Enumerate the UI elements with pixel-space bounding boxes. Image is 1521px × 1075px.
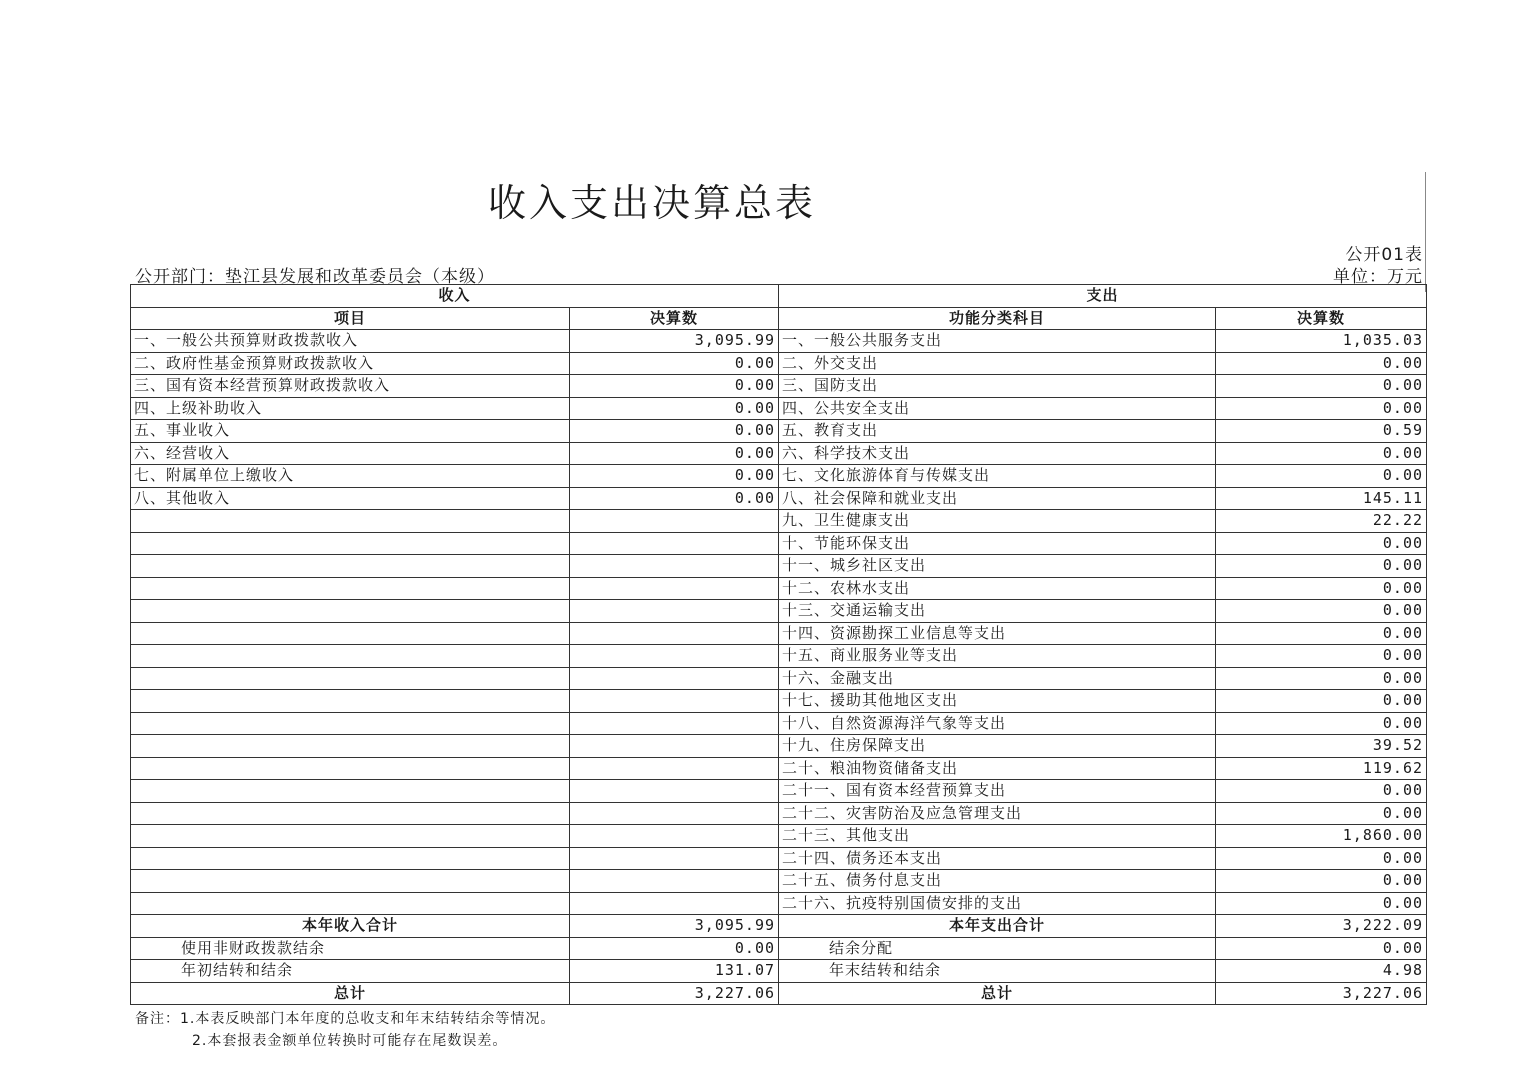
expense-amount: 0.00 (1216, 532, 1427, 555)
end-label: 年末结转和结余 (779, 960, 1216, 983)
expense-total: 3,222.09 (1216, 915, 1427, 938)
income-item (131, 825, 570, 848)
table-row (131, 667, 1427, 690)
income-item (131, 802, 570, 825)
expense-item: 七、文化旅游体育与传媒支出 (779, 465, 1216, 488)
expense-item: 一、一般公共服务支出 (779, 330, 1216, 353)
table-row (131, 757, 1427, 780)
header-row-2 (131, 307, 1427, 330)
end-value: 4.98 (1216, 960, 1427, 983)
income-amount (570, 510, 779, 533)
expense-item: 二十二、灾害防治及应急管理支出 (779, 802, 1216, 825)
surplus-dist-value: 0.00 (1216, 937, 1427, 960)
nonfiscal-value: 0.00 (570, 937, 779, 960)
begin-label: 年初结转和结余 (131, 960, 570, 983)
expense-item: 四、公共安全支出 (779, 397, 1216, 420)
grand-total-left: 3,227.06 (570, 982, 779, 1005)
income-amount: 0.00 (570, 375, 779, 398)
expense-amount: 0.00 (1216, 577, 1427, 600)
expense-item: 十八、自然资源海洋气象等支出 (779, 712, 1216, 735)
nonfiscal-label: 使用非财政拨款结余 (131, 937, 570, 960)
income-item: 二、政府性基金预算财政拨款收入 (131, 352, 570, 375)
income-header: 收入 (131, 285, 779, 308)
grand-total-right: 3,227.06 (1216, 982, 1427, 1005)
expense-amount: 0.00 (1216, 555, 1427, 578)
income-amount (570, 847, 779, 870)
expense-item: 三、国防支出 (779, 375, 1216, 398)
income-amount (570, 532, 779, 555)
expense-amount: 145.11 (1216, 487, 1427, 510)
expense-amount: 22.22 (1216, 510, 1427, 533)
grand-label-right: 总计 (779, 982, 1216, 1005)
table-row (131, 870, 1427, 893)
unit-label: 单位：万元 (1333, 267, 1423, 287)
table-row (131, 555, 1427, 578)
income-total-label: 本年收入合计 (131, 915, 570, 938)
income-amount (570, 892, 779, 915)
income-item (131, 555, 570, 578)
grand-total-row (131, 982, 1427, 1005)
income-amount: 0.00 (570, 352, 779, 375)
table-row (131, 892, 1427, 915)
income-amount: 3,095.99 (570, 330, 779, 353)
table-row (131, 352, 1427, 375)
expense-item: 九、卫生健康支出 (779, 510, 1216, 533)
table-row (131, 690, 1427, 713)
amount-header: 决算数 (570, 307, 779, 330)
expense-amount: 0.00 (1216, 352, 1427, 375)
expense-amount: 0.00 (1216, 397, 1427, 420)
income-item: 八、其他收入 (131, 487, 570, 510)
header-row-1 (131, 285, 1427, 308)
table-row (131, 825, 1427, 848)
table-row (131, 510, 1427, 533)
table-row (131, 735, 1427, 758)
grand-label-left: 总计 (131, 982, 570, 1005)
income-amount (570, 780, 779, 803)
income-amount: 0.00 (570, 487, 779, 510)
income-item (131, 847, 570, 870)
income-amount (570, 577, 779, 600)
expense-item: 二十六、抗疫特别国债安排的支出 (779, 892, 1216, 915)
table-row (131, 712, 1427, 735)
income-item: 四、上级补助收入 (131, 397, 570, 420)
income-item: 三、国有资本经营预算财政拨款收入 (131, 375, 570, 398)
surplus-row (131, 937, 1427, 960)
expense-amount: 119.62 (1216, 757, 1427, 780)
expense-item: 二、外交支出 (779, 352, 1216, 375)
expense-item: 八、社会保障和就业支出 (779, 487, 1216, 510)
function-category-header: 功能分类科目 (779, 307, 1216, 330)
income-item (131, 712, 570, 735)
income-amount (570, 622, 779, 645)
expense-amount: 0.00 (1216, 802, 1427, 825)
expense-amount: 0.00 (1216, 892, 1427, 915)
income-item: 五、事业收入 (131, 420, 570, 443)
income-amount: 0.00 (570, 442, 779, 465)
expense-item: 十三、交通运输支出 (779, 600, 1216, 623)
table-row (131, 420, 1427, 443)
income-item (131, 870, 570, 893)
department-label: 公开部门：垫江县发展和改革委员会（本级） (135, 267, 495, 287)
income-item (131, 622, 570, 645)
expense-item: 二十五、债务付息支出 (779, 870, 1216, 893)
page-title: 收入支出决算总表 (488, 181, 817, 225)
table-row (131, 802, 1427, 825)
item-header: 项目 (131, 307, 570, 330)
table-row (131, 465, 1427, 488)
expense-amount: 0.00 (1216, 712, 1427, 735)
note-2: 2.本套报表金额单位转换时可能存在尾数误差。 (192, 1033, 508, 1049)
table-row (131, 847, 1427, 870)
expense-amount: 0.00 (1216, 690, 1427, 713)
income-amount: 0.00 (570, 465, 779, 488)
expense-item: 十五、商业服务业等支出 (779, 645, 1216, 668)
income-item (131, 780, 570, 803)
surplus-dist-label: 结余分配 (779, 937, 1216, 960)
table-row (131, 487, 1427, 510)
income-amount (570, 600, 779, 623)
table-row (131, 532, 1427, 555)
expense-item: 五、教育支出 (779, 420, 1216, 443)
income-item (131, 532, 570, 555)
income-item (131, 690, 570, 713)
expense-item: 十一、城乡社区支出 (779, 555, 1216, 578)
expense-total-label: 本年支出合计 (779, 915, 1216, 938)
income-amount (570, 802, 779, 825)
income-item (131, 600, 570, 623)
table-row (131, 397, 1427, 420)
income-item: 六、经营收入 (131, 442, 570, 465)
expense-item: 十六、金融支出 (779, 667, 1216, 690)
expense-item: 二十一、国有资本经营预算支出 (779, 780, 1216, 803)
expense-header: 支出 (779, 285, 1427, 308)
income-amount (570, 555, 779, 578)
income-amount: 0.00 (570, 397, 779, 420)
expense-amount: 0.59 (1216, 420, 1427, 443)
expense-item: 十、节能环保支出 (779, 532, 1216, 555)
income-amount (570, 735, 779, 758)
page-edge-line (1425, 172, 1426, 292)
expense-item: 十二、农林水支出 (779, 577, 1216, 600)
expense-amount: 0.00 (1216, 442, 1427, 465)
form-id: 公开01表 (1345, 245, 1423, 265)
amount-header-2: 决算数 (1216, 307, 1427, 330)
begin-value: 131.07 (570, 960, 779, 983)
income-amount (570, 825, 779, 848)
expense-amount: 0.00 (1216, 780, 1427, 803)
expense-amount: 0.00 (1216, 600, 1427, 623)
expense-item: 十四、资源勘探工业信息等支出 (779, 622, 1216, 645)
income-amount (570, 712, 779, 735)
income-amount: 0.00 (570, 420, 779, 443)
income-item: 一、一般公共预算财政拨款收入 (131, 330, 570, 353)
income-item (131, 735, 570, 758)
income-amount (570, 690, 779, 713)
expense-amount: 1,860.00 (1216, 825, 1427, 848)
income-item (131, 667, 570, 690)
expense-item: 二十三、其他支出 (779, 825, 1216, 848)
expense-item: 二十四、债务还本支出 (779, 847, 1216, 870)
expense-item: 十七、援助其他地区支出 (779, 690, 1216, 713)
income-item: 七、附属单位上缴收入 (131, 465, 570, 488)
expense-amount: 0.00 (1216, 847, 1427, 870)
income-item (131, 892, 570, 915)
expense-amount: 0.00 (1216, 375, 1427, 398)
expense-amount: 0.00 (1216, 645, 1427, 668)
expense-item: 二十、粮油物资储备支出 (779, 757, 1216, 780)
income-item (131, 645, 570, 668)
table-row (131, 375, 1427, 398)
expense-amount: 0.00 (1216, 667, 1427, 690)
income-amount (570, 645, 779, 668)
carryover-row (131, 960, 1427, 983)
expense-amount: 0.00 (1216, 870, 1427, 893)
table-row (131, 600, 1427, 623)
note-1: 备注：1.本表反映部门本年度的总收支和年末结转结余等情况。 (135, 1011, 556, 1027)
expense-amount: 1,035.03 (1216, 330, 1427, 353)
budget-table (130, 284, 1427, 1005)
table-row (131, 330, 1427, 353)
table-row (131, 577, 1427, 600)
income-item (131, 757, 570, 780)
table-row (131, 780, 1427, 803)
table-row (131, 645, 1427, 668)
expense-item: 十九、住房保障支出 (779, 735, 1216, 758)
total-row (131, 915, 1427, 938)
income-amount (570, 757, 779, 780)
income-item (131, 577, 570, 600)
income-total: 3,095.99 (570, 915, 779, 938)
table-row (131, 622, 1427, 645)
table-row (131, 442, 1427, 465)
income-amount (570, 667, 779, 690)
income-amount (570, 870, 779, 893)
expense-amount: 0.00 (1216, 465, 1427, 488)
expense-amount: 39.52 (1216, 735, 1427, 758)
expense-item: 六、科学技术支出 (779, 442, 1216, 465)
income-item (131, 510, 570, 533)
expense-amount: 0.00 (1216, 622, 1427, 645)
